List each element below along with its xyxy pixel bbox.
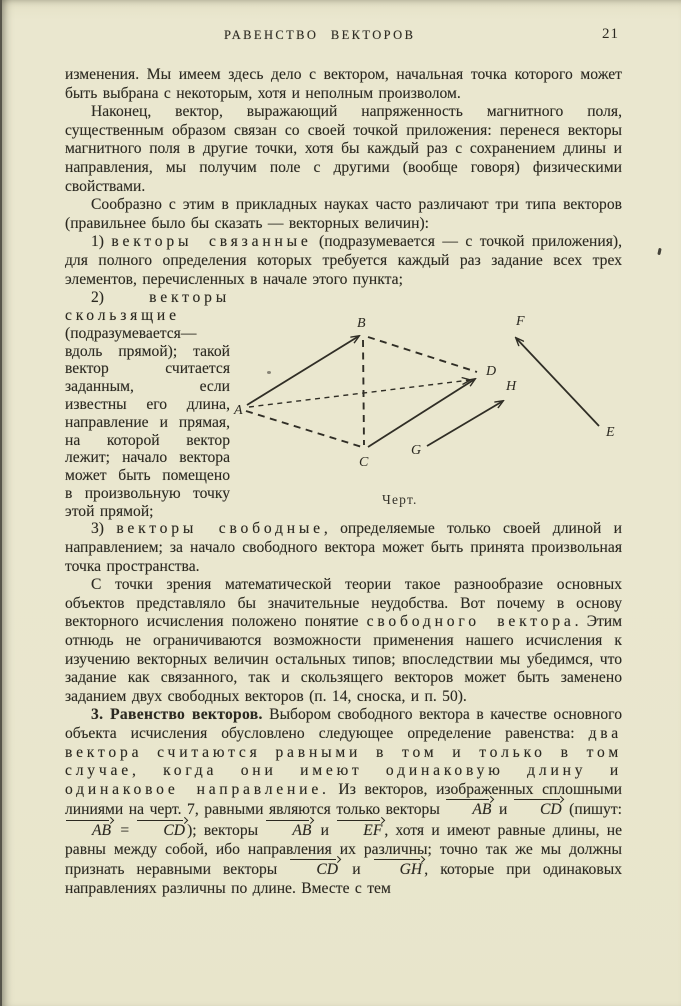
edge-CD: [368, 379, 475, 447]
point-label-B: B: [357, 316, 366, 332]
paragraph-continuation: изменения. Мы имеем здесь дело с вектором, начальная точка которого может быть выбрана с некоторым, хотя и неполным произволом.: [65, 66, 622, 102]
vector-notation: AB: [65, 820, 113, 838]
paragraph-three-types: Сообразно с этим в прикладных науках часто различают три типа векторов (правильнее было бы сказать — векторных величин):: [65, 196, 622, 232]
vector-notation: CD: [289, 859, 340, 877]
vector-notation: CD: [513, 799, 564, 817]
vector-notation: GH: [373, 859, 425, 877]
page-header: [65, 28, 622, 45]
figure-wrap-section: [65, 289, 622, 520]
point-label-G: G: [411, 443, 422, 459]
paragraph-free-vector-choice: С точки зрения математической теории такое разнообразие основных объектов представляло бы значительные неудобства. Вот почему в основу векторного исчисления положено понятие свободного вектора. Этим отнюдь не ограничиваются возможности применения нашего исчисления к изучению векторных величин остальных типов; впоследствии мы убедимся, что задание как связанного, так и скользящего векторов может быть заменено заданием двух свободных векторов (п. 14, сноска, и п. 50).: [65, 576, 623, 705]
point-label-F: F: [516, 314, 525, 330]
figure-caption: Черт.: [382, 492, 418, 508]
edge-AC: [246, 411, 362, 447]
ink-speck: [657, 248, 661, 255]
edge-BD: [368, 337, 477, 372]
vector-notation: EF: [336, 820, 384, 838]
text-block: [65, 28, 622, 898]
point-label-D: D: [486, 364, 497, 380]
vector-notation: CD: [136, 820, 187, 838]
page-number: 21: [602, 26, 619, 42]
point-label-C: C: [359, 455, 369, 471]
point-label-H: H: [506, 379, 517, 395]
figure-chert-7: [230, 289, 622, 508]
paragraph-magnetic-field: Наконец, вектор, выражающий напряженность магнитного поля, существенным образом связан со своей точкой приложения: перенеся векторы магнитного поля в другие точки, хотя бы каждый раз с сохранением длины и направления, мы получим поле с другими (вообще говоря) физическими свойствами.: [65, 103, 622, 195]
paragraph-vector-equality: 3. Равенство векторов. Выбором свободного вектора в качестве основного объекта исчисления обусловлено следующее определение равенства: два вектора считаются равными в том и только в том случае, когда они имеют одинаковую длину и одинаковое направление. Из векторов, изображенных сплошными линиями на черт. 7, равными являются только векторы AB и CD (пишут: AB = CD ); векторы AB и EF , хотя и имеют равные длины, не равны между собой, ибо направления их различны; точно так же мы должны признать неравными векторы CD и GH , которые при одинаковых направлениях различны по длине. Вместе с тем: [65, 706, 623, 897]
running-title: РАВЕНСТВО ВЕКТОРОВ: [224, 28, 416, 42]
vector-notation: AB: [265, 820, 313, 838]
edge-EF: [516, 338, 599, 426]
paragraph-3-free-vectors: 3) векторы свободные, определяемые только своей длиной и направлением; за начало свободного вектора может быть принята произвольная точка пространства.: [65, 520, 622, 575]
vector-diagram: [230, 289, 620, 488]
edge-GH: [427, 401, 503, 446]
edge-AB: [247, 336, 359, 405]
paragraph-1-bound-vectors: 1) векторы связанные (подразумевается — с точкой приложения), для полного определения которых требуется каждый раз задание всех трех элементов, перечисленных в начале этого пункта;: [65, 233, 623, 288]
point-label-A: A: [234, 403, 243, 419]
point-label-E: E: [606, 425, 615, 441]
paragraph-2-sliding-vectors: 2) векторы скользящие (подразумевается—вдоль прямой); такой вектор считается заданным, если известны его длина, направление и прямая, на которой вектор лежит; начало вектора может быть помещено в произвольную точку этой прямой;: [65, 289, 230, 520]
vector-notation: AB: [445, 799, 493, 817]
